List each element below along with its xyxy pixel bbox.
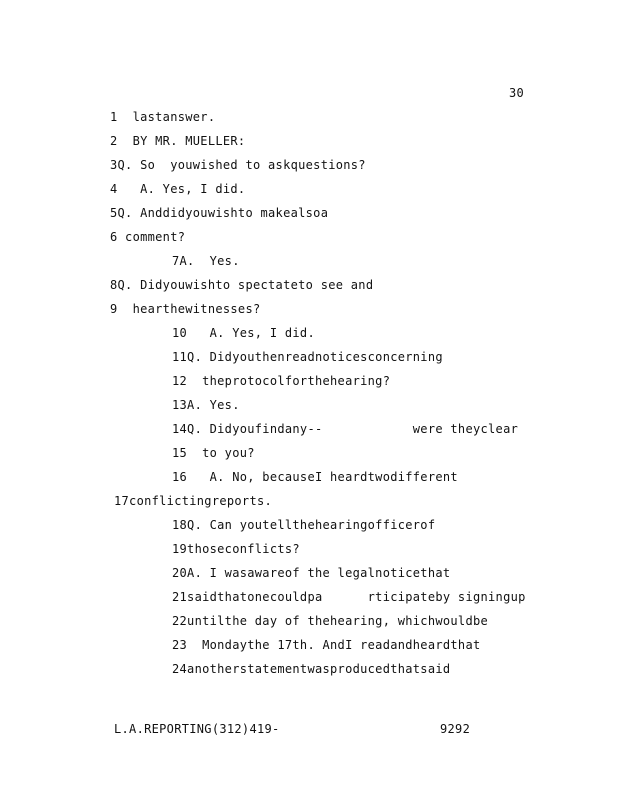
transcript-line-2: 2 BY MR. MUELLER:: [110, 134, 246, 148]
transcript-line-18: 18Q. Can youtellthehearingofficerof: [172, 518, 436, 532]
transcript-line-7: 7A. Yes.: [172, 254, 240, 268]
transcript-line-10: 10 A. Yes, I did.: [172, 326, 315, 340]
transcript-line-8: 8Q. Didyouwishto spectateto see and: [110, 278, 374, 292]
transcript-line-11: 11Q. Didyouthenreadnoticesconcerning: [172, 350, 443, 364]
transcript-line-13: 13A. Yes.: [172, 398, 240, 412]
transcript-line-1: 1 lastanswer.: [110, 110, 216, 124]
transcript-line-16: 16 A. No, becauseI heardtwodifferent: [172, 470, 458, 484]
transcript-line-22: 22untilthe day of thehearing, whichwouldbe: [172, 614, 489, 628]
transcript-line-23: 23 Mondaythe 17th. AndI readandheardthat: [172, 638, 481, 652]
page-number: 30: [509, 86, 525, 100]
transcript-line-19: 19thoseconflicts?: [172, 542, 300, 556]
footer-reporter: L.A.REPORTING(312)419-: [114, 722, 280, 736]
transcript-line-17: 17conflictingreports.: [114, 494, 273, 508]
transcript-line-6: 6 comment?: [110, 230, 186, 244]
transcript-line-12: 12 theprotocolforthehearing?: [172, 374, 391, 388]
transcript-line-21: 21saidthatonecouldpa rticipateby signingup: [172, 590, 526, 604]
transcript-line-4: 4 A. Yes, I did.: [110, 182, 246, 196]
transcript-line-9: 9 hearthewitnesses?: [110, 302, 261, 316]
transcript-line-20: 20A. I wasawareof the legalnoticethat: [172, 566, 451, 580]
transcript-line-14: 14Q. Didyoufindany-- were theyclear: [172, 422, 519, 436]
transcript-line-5: 5Q. Anddidyouwishto makealsoa: [110, 206, 329, 220]
transcript-line-24: 24anotherstatementwasproducedthatsaid: [172, 662, 451, 676]
transcript-line-3: 3Q. So youwished to askquestions?: [110, 158, 366, 172]
transcript-line-15: 15 to you?: [172, 446, 255, 460]
footer-phone-suffix: 9292: [440, 722, 471, 736]
